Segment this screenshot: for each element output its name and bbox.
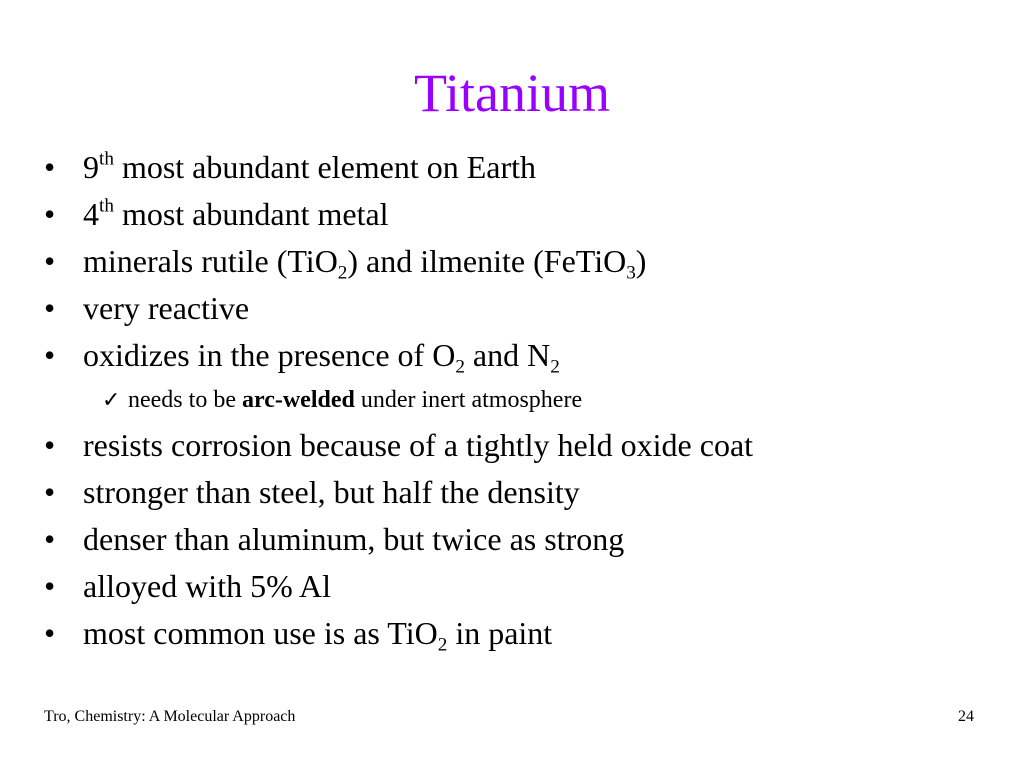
subscript: 2 bbox=[550, 356, 560, 378]
bullet-item-steel bbox=[44, 469, 1004, 516]
checkmark-icon: ✓ bbox=[102, 388, 121, 413]
bullet-icon: • bbox=[44, 243, 56, 279]
subscript: 2 bbox=[437, 634, 448, 656]
subscript: 3 bbox=[626, 262, 636, 284]
bullet-item-oxidizes bbox=[44, 332, 1004, 379]
bullet-item-alloy bbox=[44, 563, 1004, 610]
bullet-item-abundance-earth bbox=[44, 144, 1004, 191]
sub-bullet-text: under inert atmosphere bbox=[354, 387, 583, 413]
bullet-icon: • bbox=[44, 474, 56, 510]
bullet-text: denser than aluminum, but twice as strong bbox=[83, 521, 625, 557]
ordinal-number: 9 bbox=[83, 149, 99, 185]
sub-bullet-arc-welded bbox=[44, 379, 1004, 422]
bullet-text: ) and ilmenite (FeTiO bbox=[347, 243, 627, 279]
bullet-text: in paint bbox=[447, 615, 553, 651]
bullet-icon: • bbox=[44, 615, 56, 651]
bullet-text: stronger than steel, but half the density bbox=[83, 474, 580, 510]
bullet-text: most common use is as TiO bbox=[83, 615, 438, 651]
bullet-item-corrosion bbox=[44, 422, 1004, 469]
bullet-icon: • bbox=[44, 337, 56, 373]
bullet-icon: • bbox=[44, 290, 56, 326]
bullet-text: minerals rutile (TiO bbox=[83, 243, 338, 279]
ordinal-number: 4 bbox=[83, 196, 99, 232]
bullet-text: most abundant element on Earth bbox=[113, 149, 537, 185]
subscript: 2 bbox=[455, 356, 465, 378]
bullet-item-abundance-metal bbox=[44, 191, 1004, 238]
page-number: 24 bbox=[958, 708, 974, 725]
bullet-item-reactive bbox=[44, 285, 1004, 332]
bullet-text: and N bbox=[464, 337, 551, 373]
bullet-icon: • bbox=[44, 149, 56, 185]
sub-bullet-text: needs to be bbox=[128, 387, 242, 413]
ordinal-suffix: th bbox=[99, 148, 114, 170]
slide-title: Titanium bbox=[413, 63, 611, 123]
bullet-item-minerals bbox=[44, 238, 1004, 285]
bullet-icon: • bbox=[44, 196, 56, 232]
bullet-text: oxidizes in the presence of O bbox=[83, 337, 456, 373]
subscript: 2 bbox=[337, 262, 348, 284]
bullet-item-aluminum bbox=[44, 516, 1004, 563]
bullet-text: very reactive bbox=[83, 290, 250, 326]
bullet-text: resists corrosion because of a tightly held oxide coat bbox=[83, 427, 754, 463]
bullet-text: most abundant metal bbox=[113, 196, 389, 232]
bullet-icon: • bbox=[44, 427, 56, 463]
bullet-icon: • bbox=[44, 521, 56, 557]
bullet-list bbox=[44, 144, 1004, 657]
bullet-text: alloyed with 5% Al bbox=[83, 568, 331, 604]
bullet-text: ) bbox=[635, 243, 647, 279]
footer-source: Tro, Chemistry: A Molecular Approach bbox=[44, 708, 296, 725]
bullet-item-paint bbox=[44, 610, 1004, 657]
sub-bullet-bold-text: arc-welded bbox=[241, 387, 355, 413]
bullet-icon: • bbox=[44, 568, 56, 604]
ordinal-suffix: th bbox=[99, 195, 114, 217]
